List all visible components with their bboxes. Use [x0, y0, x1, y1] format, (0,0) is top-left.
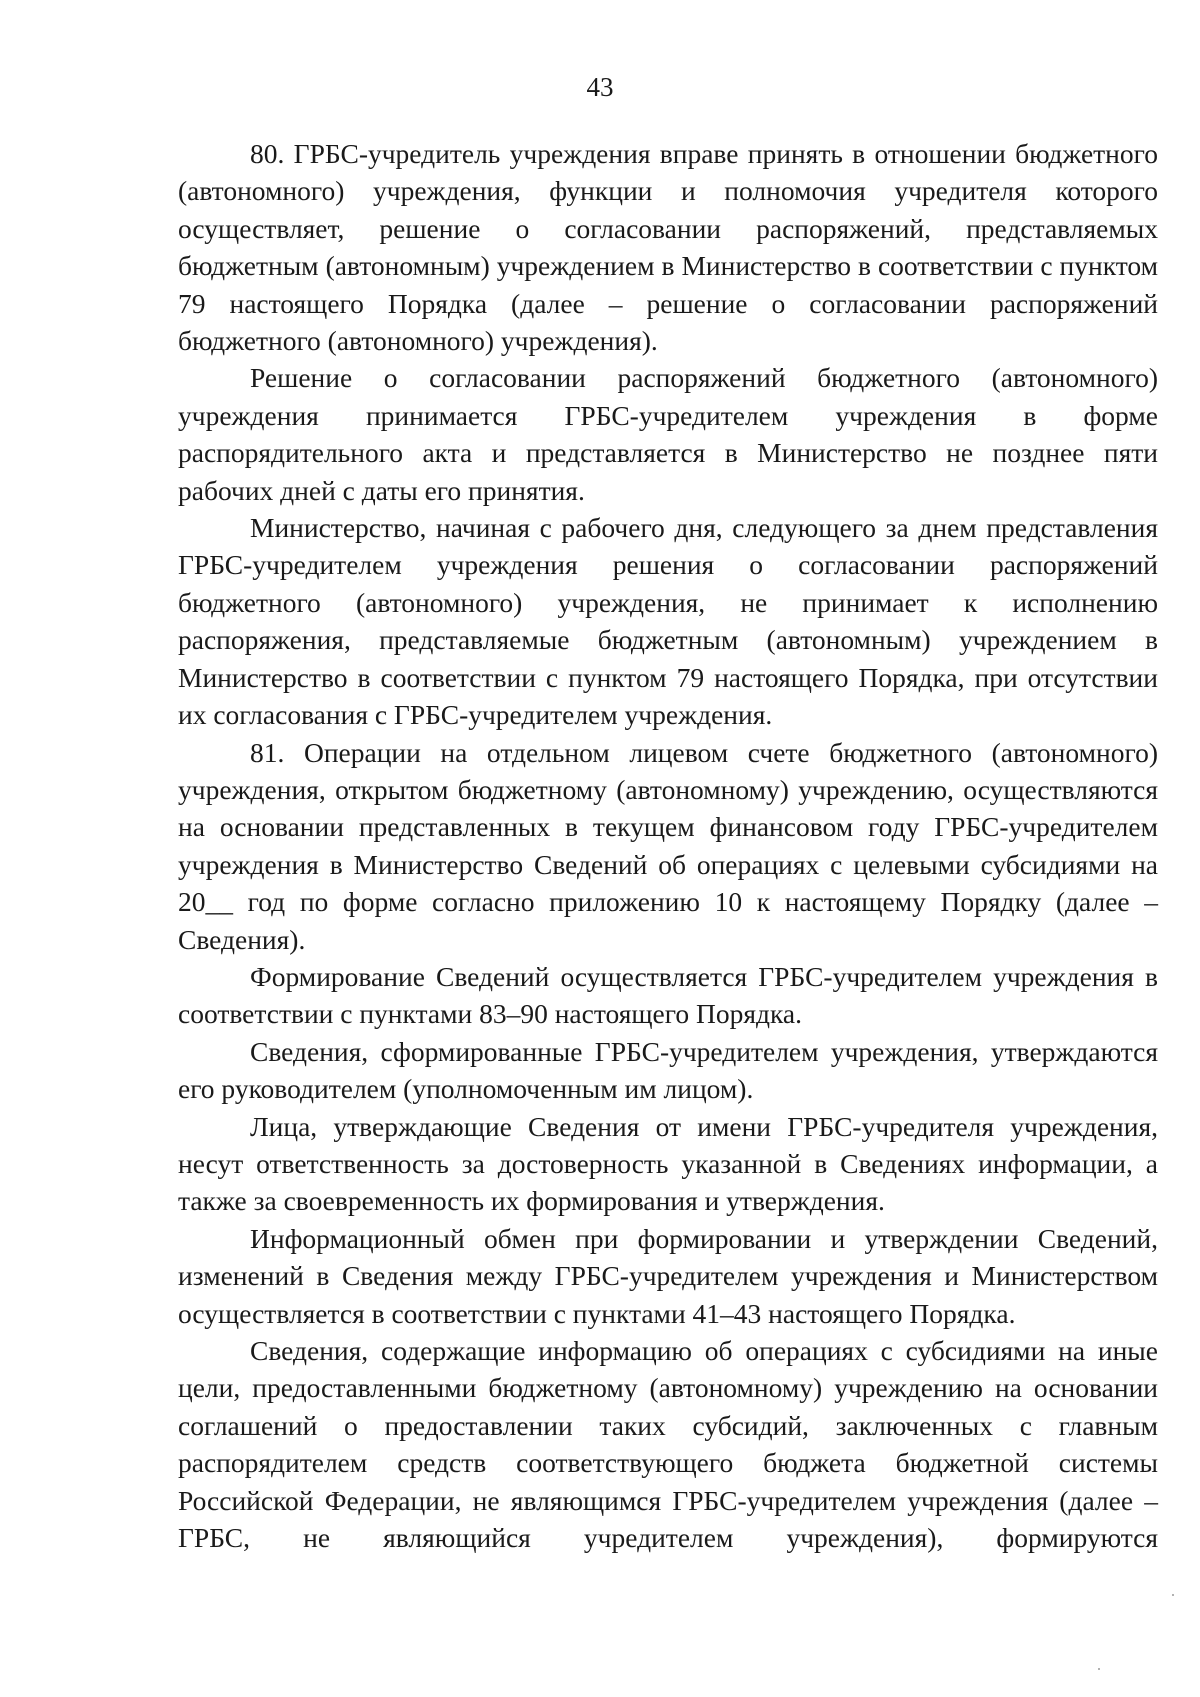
paragraph-80: 80. ГРБС-учредитель учреждения вправе принять в отношении бюджетного (автономного) учреждения, функции и полномочия учредителя которого осуществляет, решение о согласовании распоряжений, представляемых бюджетным (автономным) учреждением в Министерство в соответствии с пунктом 79 настоящего Порядка (далее – решение о согласовании распоряжений бюджетного (автономного) учреждения). [178, 138, 1158, 357]
paragraph-ministry-rejection: Министерство, начиная с рабочего дня, следующего за днем представления ГРБС-учредителем учреждения решения о согласовании распоряжений бюджетного (автономного) учреждения, не принимает к исполнению распоряжения, представляемые бюджетным (автономным) учреждением в Министерство в соответствии с пунктом 79 настоящего Порядка, при отсутствии их согласования с ГРБС-учредителем учреждения. [178, 512, 1158, 731]
paragraph-approval: Сведения, сформированные ГРБС-учредителем учреждения, утверждаются его руководителем (уполномоченным им лицом). [178, 1035, 1158, 1105]
paragraph-81: 81. Операции на отдельном лицевом счете бюджетного (автономного) учреждения, открытом бюджетному (автономному) учреждению, осуществляются на основании представленных в текущем финансовом году ГРБС-учредителем учреждения в Министерство Сведений об операциях с целевыми субсидиями на 20__ год по форме согласно приложению 10 к настоящему Порядку (далее – Сведения). [178, 736, 1158, 955]
paragraph-decision-form: Решение о согласовании распоряжений бюджетного (автономного) учреждения принимается ГРБС-учредителем учреждения в форме распорядительного акта и представляется в Министерство не позднее пяти рабочих дней с даты его принятия. [178, 362, 1158, 506]
document-body [178, 135, 1158, 1556]
scan-speck [1172, 1594, 1174, 1596]
paragraph-other-subsidies: Сведения, содержащие информацию об операциях с субсидиями на иные цели, предоставленными бюджетному (автономному) учреждению на основании соглашений о предоставлении таких субсидий, заключенных с главным распорядителем средств соответствующего бюджета бюджетной системы Российской Федерации, не являющимся ГРБС-учредителем учреждения (далее – ГРБС, не являющийся учредителем учреждения), формируются [178, 1335, 1158, 1554]
page-number: 43 [586, 72, 614, 102]
paragraph-information-exchange: Информационный обмен при формировании и утверждении Сведений, изменений в Сведения между ГРБС-учредителем учреждения и Министерством осуществляется в соответствии с пунктами 41–43 настоящего Порядка. [178, 1222, 1158, 1329]
paragraph-formation: Формирование Сведений осуществляется ГРБС-учредителем учреждения в соответствии с пунктами 83–90 настоящего Порядка. [178, 960, 1158, 1030]
paragraph-responsibility: Лица, утверждающие Сведения от имени ГРБС-учредителя учреждения, несут ответственность за достоверность указанной в Сведениях информации, а также за своевременность их формирования и утверждения. [178, 1110, 1158, 1217]
scan-speck [1098, 1668, 1100, 1670]
